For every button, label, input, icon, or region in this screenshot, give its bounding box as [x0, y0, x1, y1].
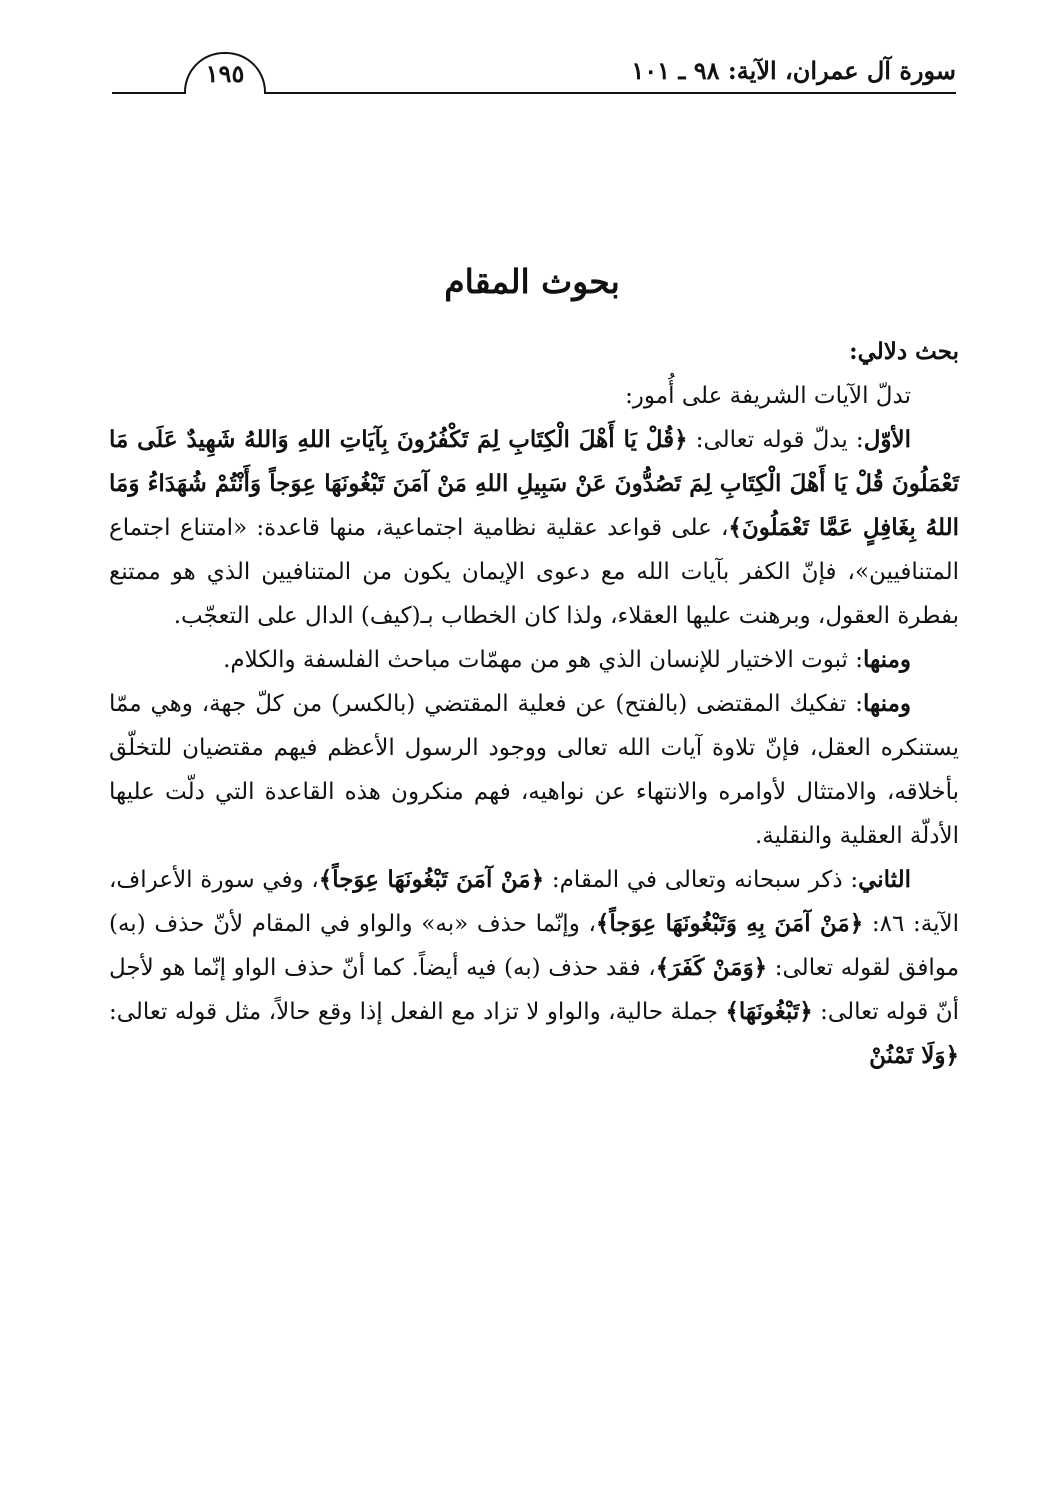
quran-verse: ﴿وَلَا تَمْنُنْ	[869, 1042, 959, 1069]
paragraph-text: ، فقد حذف (به) فيه أيضاً. كما أنّ حذف الواو إنّما هو لأجل أنّ قوله تعالى:	[109, 955, 959, 1025]
paragraph-text: : تفكيك المقتضى (بالفتح) عن فعلية المقتضي (بالكسر) من كلّ جهة، وهي ممّا يستنكره العقل، فإنّ تلاوة آيات الله تعالى ووجود الرسول الأعظم فيهم مقتضيان للتخلّق بأخلاقه، والامتثال لأوامره والانتهاء عن نواهيه، فهم منكرون هذه القاعدة التي دلّت عليها الأدلّة العقلية والنقلية.	[109, 691, 959, 849]
paragraph-choice	[109, 638, 959, 682]
quran-verse: ﴿مَنْ آمَنَ تَبْغُونَهَا عِوَجاً﴾	[318, 866, 545, 893]
paragraph-text: ، وإنّما حذف «به» والواو في المقام لأنّ حذف (به) موافق لقوله تعالى:	[109, 911, 960, 981]
paragraph-lead: ومنها	[863, 646, 911, 673]
paragraph-dissociation	[109, 682, 959, 858]
paragraph-text: : يدلّ قوله تعالى:	[687, 427, 864, 453]
paragraph-text: جملة حالية، والواو لا تزاد مع الفعل إذا وقع حالاً، مثل قوله تعالى:	[109, 999, 726, 1025]
paragraph-text: : ذكر سبحانه وتعالى في المقام:	[544, 867, 859, 893]
paragraph-second	[109, 858, 959, 1078]
paragraph-lead: ومنها	[863, 690, 911, 717]
running-header	[112, 50, 956, 96]
paragraph-first	[109, 418, 959, 638]
paragraph-text: ، وفي سورة الأعراف، الآية: ٨٦:	[109, 867, 959, 937]
paragraph-text: ، على قواعد عقلية نظامية اجتماعية، منها قاعدة: «امتناع اجتماع المتنافيين»، فإنّ الكفر بآيات الله مع دعوى الإيمان يكون من المتنافيين الذي هو ممتنع بفطرة العقول، وبرهنت عليها العقلاء، ولذا كان الخطاب بـ(كيف) الدال على التعجّب.	[109, 515, 959, 629]
paragraph-lead: الأوّل	[863, 426, 912, 453]
paragraph-text: : ثبوت الاختيار للإنسان الذي هو من مهمّات مباحث الفلسفة والكلام.	[223, 647, 864, 673]
quran-verse: ﴿مَنْ آمَنَ بِهِ وَتَبْغُونَهَا عِوَجاً﴾	[595, 910, 864, 937]
subheading: بحث دلالي:	[849, 338, 959, 365]
body-text	[109, 330, 959, 1078]
quran-verse: ﴿وَمَنْ كَفَرَ﴾	[655, 954, 768, 981]
quran-verse: ﴿قُلْ يَا أَهْلَ الْكِتَابِ لِمَ تَكْفُرُونَ بِآيَاتِ اللهِ وَاللهُ شَهِيدٌ عَلَى مَا تَعْمَلُونَ قُلْ يَا أَهْلَ الْكِتَابِ لِمَ تَصُدُّونَ عَنْ سَبِيلِ اللهِ مَنْ آمَنَ تَبْغُونَهَا عِوَجاً وَأَنْتُمْ شُهَدَاءُ وَمَا اللهُ بِغَافِلٍ عَمَّا تَعْمَلُونَ﴾	[109, 426, 959, 541]
paragraph-lead: الثاني	[858, 866, 911, 893]
section-title: بحوث المقام	[444, 262, 620, 301]
intro-paragraph: تدلّ الآيات الشريفة على أُمور:	[625, 383, 911, 409]
page-number: ١٩٥	[184, 52, 266, 94]
quran-verse: ﴿تَبْغُونَهَا﴾	[725, 998, 813, 1025]
running-title: سورة آل عمران، الآية: ٩٨ ـ ١٠١	[631, 56, 956, 85]
